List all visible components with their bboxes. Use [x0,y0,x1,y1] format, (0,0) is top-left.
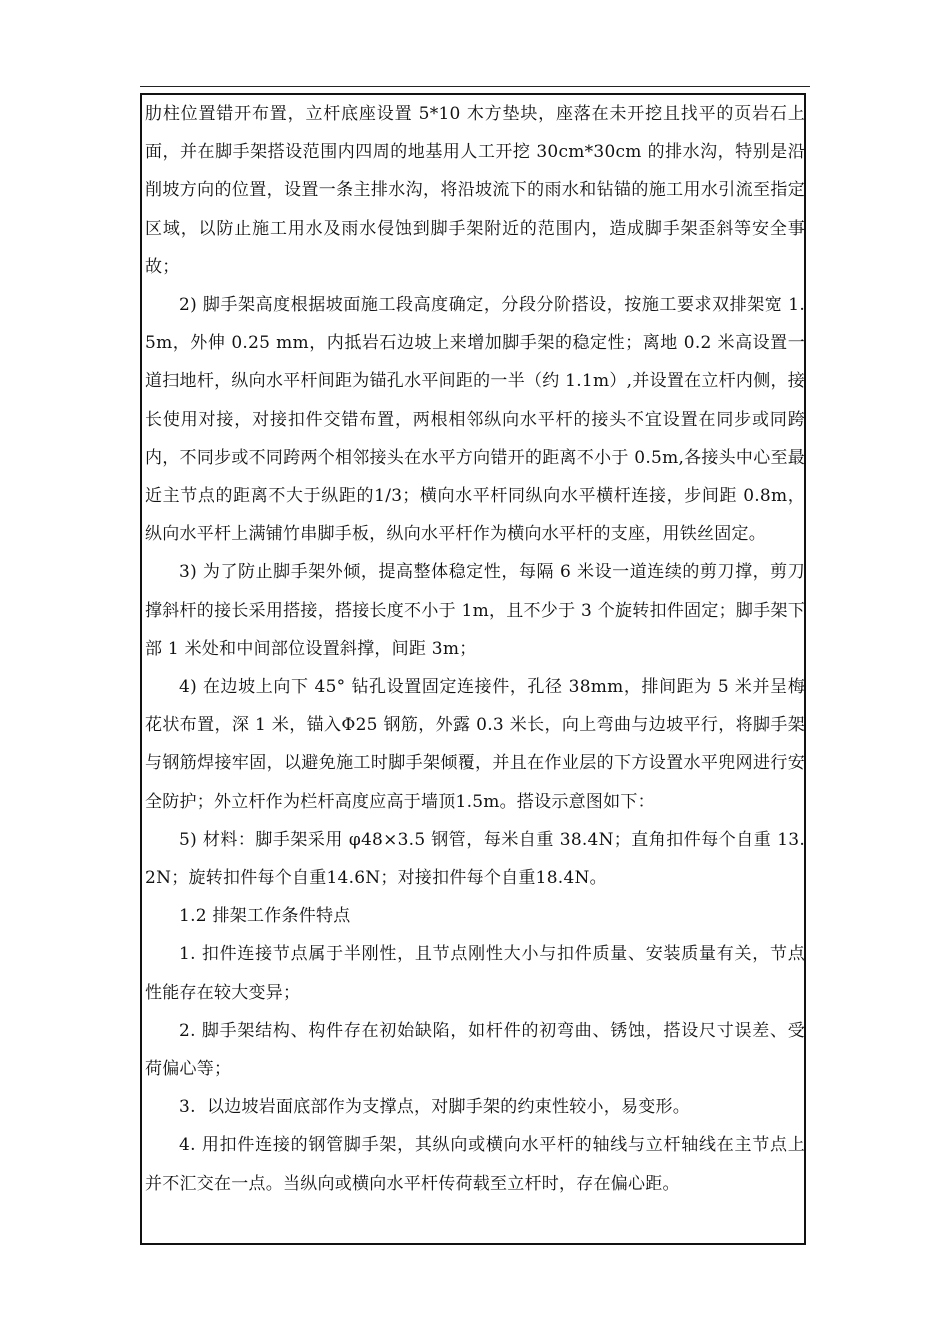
document-body [145,95,805,1203]
paragraph-item-3: 3) 为了防止脚手架外倾，提高整体稳定性，每隔 6 米设一道连续的剪刀撑，剪刀撑斜杆的接长采用搭接，搭接长度不小于 1m，且不少于 3 个旋转扣件固定；脚手架下部 1 米处和中间部位设置斜撑，间距 3m； [145,562,805,659]
paragraph-feature-2: 2. 脚手架结构、构件存在初始缺陷，如杆件的初弯曲、锈蚀，搭设尺寸误差、受荷偏心等； [145,1020,805,1080]
paragraph-item-4: 4) 在边坡上向下 45° 钻孔设置固定连接件，孔径 38mm，排间距为 5 米并呈梅花状布置，深 1 米，锚入Φ25 钢筋，外露 0.3 米长，向上弯曲与边坡平行，将脚手架与钢筋焊接牢固，以避免施工时脚手架倾覆，并且在作业层的下方设置水平兜网进行安全防护；外立杆作为栏杆高度应高于墙顶1.5m。搭设示意图如下： [145,677,805,812]
section-heading: 1.2 排架工作条件特点 [179,906,351,927]
paragraph-item-2: 2) 脚手架高度根据坡面施工段高度确定，分段分阶搭设，按施工要求双排架宽 1.5m，外伸 0.25 mm，内抵岩石边坡上来增加脚手架的稳定性；离地 0.2 米高设置一道扫地杆，纵向水平杆间距为锚孔水平间距的一半（约 1.1m）,并设置在立杆内侧，接长使用对接，对接扣件交错布置，两根相邻纵向水平杆的接头不宜设置在同步或同跨内，不同步或不同跨两个相邻接头在水平方向错开的距离不小于 0.5m,各接头中心至最近主节点的距离不大于纵距的1/3；横向水平杆同纵向水平横杆连接，步间距 0.8m，纵向水平杆上满铺竹串脚手板，纵向水平杆作为横向水平杆的支座，用铁丝固定。 [145,295,805,545]
paragraph-foundation: 肋柱位置错开布置，立杆底座设置 5*10 木方垫块，座落在未开挖且找平的页岩石上面，并在脚手架搭设范围内四周的地基用人工开挖 30cm*30cm 的排水沟，特别是沿削坡方向的位置，设置一条主排水沟，将沿坡流下的雨水和钻锚的施工用水引流至指定区域，以防止施工用水及雨水侵蚀到脚手架附近的范围内，造成脚手架歪斜等安全事故； [145,104,805,277]
paragraph-item-5: 5) 材料：脚手架采用 φ48×3.5 钢管，每米自重 38.4N；直角扣件每个自重 13.2N；旋转扣件每个自重14.6N；对接扣件每个自重18.4N。 [145,829,805,889]
paragraph-feature-4: 4. 用扣件连接的钢管脚手架，其纵向或横向水平杆的轴线与立杆轴线在主节点上并不汇交在一点。当纵向或横向水平杆传荷载至立杆时，存在偏心距。 [145,1135,805,1194]
paragraph-feature-1: 1. 扣件连接节点属于半刚性，且节点刚性大小与扣件质量、安装质量有关，节点性能存在较大变异； [145,944,805,1003]
header-rule [140,86,810,87]
paragraph-feature-3: 3. 以边坡岩面底部作为支撑点，对脚手架的约束性较小，易变形。 [179,1097,691,1118]
